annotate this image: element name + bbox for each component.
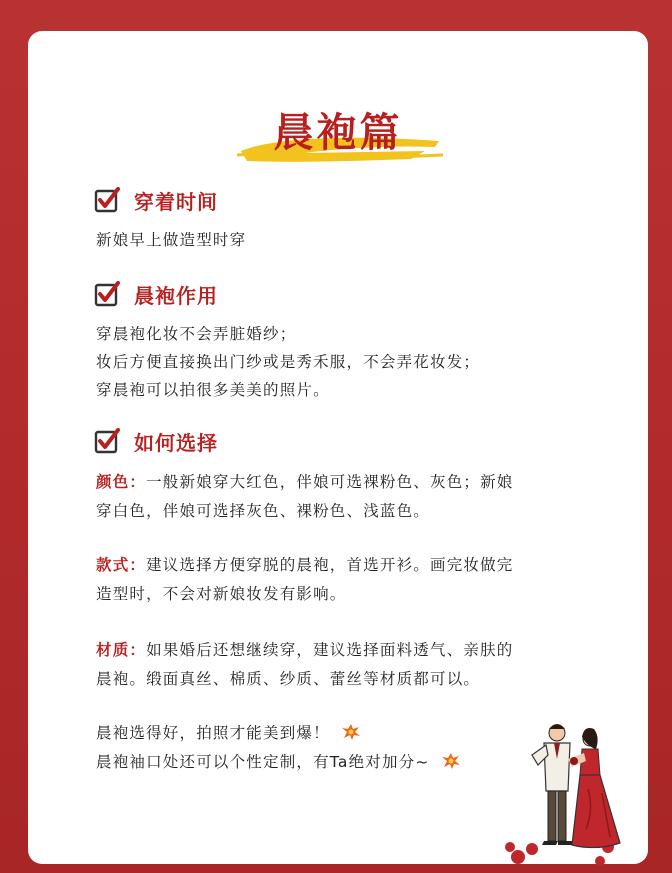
label-material: 材质： — [96, 641, 147, 659]
color-line-1 — [96, 470, 514, 492]
text-span: 一般新娘穿大红色，伴娘可选裸粉色、灰色；新娘 — [146, 473, 514, 491]
text-line: 造型时，不会对新娘妆发有影响。 — [96, 585, 347, 603]
page-title: 晨袍篇 — [273, 109, 403, 156]
checkbox-checked-icon — [94, 428, 120, 454]
text-line: 晨袍。缎面真丝、棉质、纱质、蕾丝等材质都可以。 — [96, 670, 481, 688]
text-line: 穿白色，伴娘可选择灰色、裸粉色、浅蓝色。 — [96, 502, 431, 520]
text-line: 新娘早上做造型时穿 — [96, 231, 247, 249]
title-banner — [28, 93, 648, 173]
text-span: 如果婚后还想继续穿，建议选择面料透气、亲肤的 — [146, 641, 514, 659]
text-span: 晨袍袖口处还可以个性定制，有Ta绝对加分~ — [96, 753, 430, 771]
section-wear-time — [94, 185, 218, 215]
section-purpose — [94, 279, 218, 309]
checkbox-checked-icon — [94, 281, 120, 307]
checkbox-checked-icon — [94, 187, 120, 213]
content-card — [28, 31, 648, 864]
label-color: 颜色： — [96, 473, 147, 491]
section-how-to-choose — [94, 426, 218, 456]
boom-icon — [442, 753, 460, 769]
closing-line-2 — [96, 750, 460, 772]
text-line: 穿晨袍化妆不会弄脏婚纱； — [96, 325, 297, 343]
text-span: 建议选择方便穿脱的晨袍，首选开衫。画完妆做完 — [146, 556, 514, 574]
closing-line-1 — [96, 721, 360, 743]
text-span: 晨袍选得好，拍照才能美到爆！ — [96, 724, 330, 742]
material-line-1 — [96, 638, 514, 660]
boom-icon — [342, 724, 360, 740]
section-title: 穿着时间 — [134, 189, 218, 214]
text-line: 穿晨袍可以拍很多美美的照片。 — [96, 381, 330, 399]
couple-illustration — [502, 719, 642, 869]
section-title: 晨袍作用 — [134, 283, 218, 308]
style-line-1 — [96, 553, 514, 575]
label-style: 款式： — [96, 556, 147, 574]
text-line: 妆后方便直接换出门纱或是秀禾服，不会弄花妆发； — [96, 353, 481, 371]
section-title: 如何选择 — [134, 430, 218, 455]
